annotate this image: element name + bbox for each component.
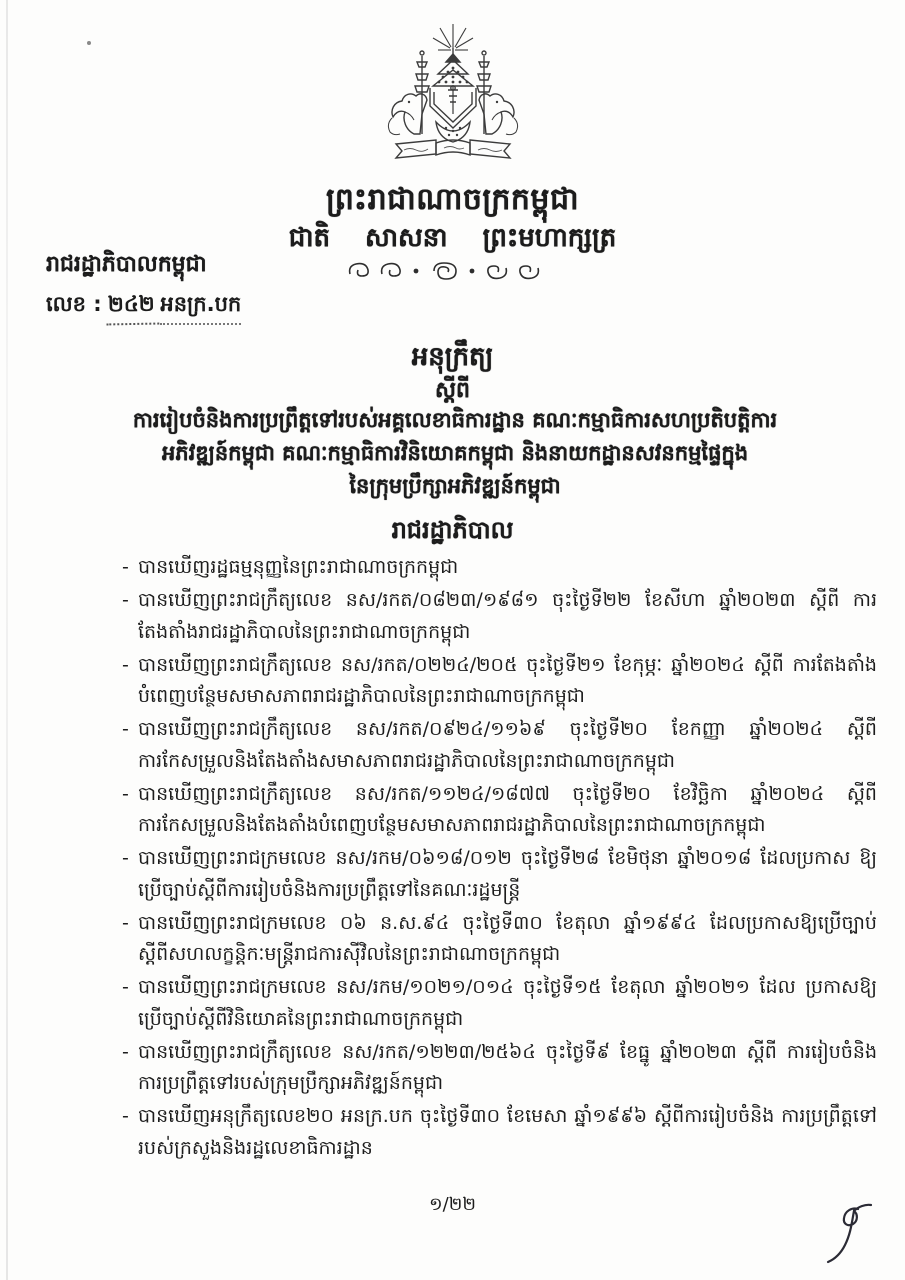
recital-text: បានឃើញព្រះរាជក្រមលេខ នស/រកម/១០២១/០១៤ ចុះថ្ងៃទី១៥ ខែតុលា ឆ្នាំ២០២១ ដែល ប្រកាសឱ្យប្រើច្បាប់ស្តីពីវិនិយោគនៃព្រះរាជាណាចក្រកម្ពុជា bbox=[138, 976, 877, 1030]
reference-block bbox=[46, 250, 241, 325]
handwritten-initial-signature bbox=[795, 1195, 885, 1279]
recital-item-4 bbox=[122, 714, 877, 777]
issuer-name: រាជរដ្ឋាភិបាលកម្ពុជា bbox=[46, 252, 207, 277]
decree-type-heading: អនុក្រឹត្យ bbox=[411, 342, 494, 372]
dash-marker: - bbox=[122, 911, 129, 934]
recital-item-7 bbox=[122, 908, 877, 971]
recital-text: បានឃើញព្រះរាជក្រឹត្យលេខ នស/រកត/០២២៤/២០៥ ចុះថ្ងៃទី២១ ខែកុម្ភៈ ឆ្នាំ២០២៤ ស្តីពី ការតែងតាំងបំពេញបន្ថែមសមាសភាពរាជរដ្ឋាភិបាលនៃព្រះរាជាណាចក្រកម្ពុជា bbox=[138, 653, 877, 707]
signature-icon bbox=[795, 1195, 885, 1275]
recital-item-8 bbox=[122, 972, 877, 1035]
dash-marker: - bbox=[122, 556, 129, 578]
dash-marker: - bbox=[122, 782, 129, 805]
reference-number-handwritten: ២៤២ bbox=[105, 291, 158, 326]
dash-marker: - bbox=[122, 847, 129, 869]
dash-marker: - bbox=[122, 976, 129, 998]
recital-text: បានឃើញព្រះរាជក្រឹត្យលេខ នស/រកត/១២២៣/២៥៦៤ ចុះថ្ងៃទី៩ ខែធ្នូ ឆ្នាំ២០២៣ ស្តីពី ការរៀបចំនិងការប្រព្រឹត្តទៅរបស់ក្រុមប្រឹក្សាអភិវឌ្ឍន៍កម្ពុជា bbox=[138, 1040, 877, 1094]
decree-title-line3: នៃក្រុមប្រឹក្សាអភិវឌ្ឍន៍កម្ពុជា bbox=[349, 474, 561, 498]
recital-text: បានឃើញព្រះរាជក្រឹត្យលេខ នស/រកត/០៩២៤/១១៦៩ ចុះថ្ងៃទី២០ ខែកញ្ញា ឆ្នាំ២០២៤ ស្តីពី ការកែសម្រួលនិងតែងតាំងសមាសភាពរាជរដ្ឋាភិបាលនៃព្រះរាជាណាចក្រកម្ពុជា bbox=[138, 718, 877, 772]
kingdom-title: ព្រះរាជាណាចក្រកម្ពុជា bbox=[325, 182, 580, 217]
page-number: ១/២២ bbox=[429, 1194, 476, 1215]
dash-marker: - bbox=[122, 718, 129, 740]
decree-regarding-label: ស្តីពី bbox=[435, 378, 470, 403]
recital-text: បានឃើញព្រះរាជក្រឹត្យលេខ នស/រកត/១១២៤/១៨៧៧ ចុះថ្ងៃទី២០ ខែវិច្ឆិកា ឆ្នាំ២០២៤ ស្តីពី ការកែសម្រួលនិងតែងតាំងបំពេញបន្ថែមសមាសភាពរាជរដ្ឋាភិបាលនៃព្រះរាជាណាចក្រកម្ពុជា bbox=[138, 782, 877, 836]
decree-title-line1: ការរៀបចំនិងការប្រព្រឹត្តទៅរបស់អគ្គលេខាធិការដ្ឋាន គណៈកម្មាធិការសហប្រតិបត្តិការ bbox=[132, 408, 778, 432]
recital-item-2 bbox=[122, 585, 877, 648]
recital-text: បានឃើញព្រះរាជក្រមលេខ នស/រកម/០៦១៨/០១២ ចុះថ្ងៃទី២៨ ខែមិថុនា ឆ្នាំ២០១៨ ដែលប្រកាស ឱ្យប្រើច្បាប់ស្តីពីការរៀបចំនិងការប្រព្រឹត្តទៅនៃគណៈរដ្ឋមន្ត្រី bbox=[138, 847, 877, 901]
royal-arms-emblem bbox=[0, 22, 905, 178]
recital-text: បានឃើញព្រះរាជក្រមលេខ ០៦ ន.ស.៩៤ ចុះថ្ងៃទី៣០ ខែតុលា ឆ្នាំ១៩៩៤ ដែលប្រកាសឱ្យប្រើច្បាប់ ស្តីពីសហលក្ខន្តិកៈមន្ត្រីរាជការស៊ីវិលនៃព្រះរាជាណាចក្រកម្ពុជា bbox=[138, 911, 877, 965]
recital-text: បានឃើញព្រះរាជក្រឹត្យលេខ នស/រកត/០៨២៣/១៩៨១ ចុះថ្ងៃទី២២ ខែសីហា ឆ្នាំ២០២៣ ស្តីពី ការតែងតាំងរាជរដ្ឋាភិបាលនៃព្រះរាជាណាចក្រកម្ពុជា bbox=[138, 589, 877, 643]
decree-title bbox=[55, 404, 855, 503]
royal-arms-icon bbox=[378, 22, 528, 174]
recital-item-3 bbox=[122, 650, 877, 713]
dash-marker: - bbox=[122, 1105, 129, 1127]
recital-item-6 bbox=[122, 843, 877, 906]
reference-number-suffix: អនក្រ.បក bbox=[160, 291, 241, 325]
scroll-divider-icon bbox=[338, 258, 568, 284]
recitals-list bbox=[122, 552, 877, 1166]
recital-text: បានឃើញអនុក្រឹត្យលេខ២០ អនក្រ.បក ចុះថ្ងៃទី៣០ ខែមេសា ឆ្នាំ១៩៩៦ ស្តីពីការរៀបចំនិង ការប្រព្រឹត្តទៅរបស់ក្រសួងនិងរដ្ឋលេខាធិការដ្ឋាន bbox=[138, 1105, 877, 1159]
reference-number-line bbox=[46, 291, 241, 325]
dash-marker: - bbox=[122, 589, 129, 611]
recital-text: បានឃើញរដ្ឋធម្មនុញ្ញនៃព្រះរាជាណាចក្រកម្ពុជា bbox=[138, 556, 459, 578]
decree-title-line2: អភិវឌ្ឍន៍កម្ពុជា គណៈកម្មាធិការវិនិយោគកម្ពុជា និងនាយកដ្ឋានសវនកម្មផ្ទៃក្នុង bbox=[161, 441, 749, 465]
recital-item-5 bbox=[122, 779, 877, 842]
national-motto: ជាតិ សាសនា ព្រះមហាក្សត្រ bbox=[288, 223, 617, 253]
dash-marker: - bbox=[122, 653, 129, 676]
recital-item-10 bbox=[122, 1101, 877, 1164]
dash-marker: - bbox=[122, 1040, 129, 1063]
reference-number-label: លេខ : bbox=[46, 292, 102, 316]
recital-item-9 bbox=[122, 1037, 877, 1100]
section-heading-royal-government: រាជរដ្ឋាភិបាល bbox=[391, 516, 514, 544]
recital-item-1 bbox=[122, 552, 877, 584]
